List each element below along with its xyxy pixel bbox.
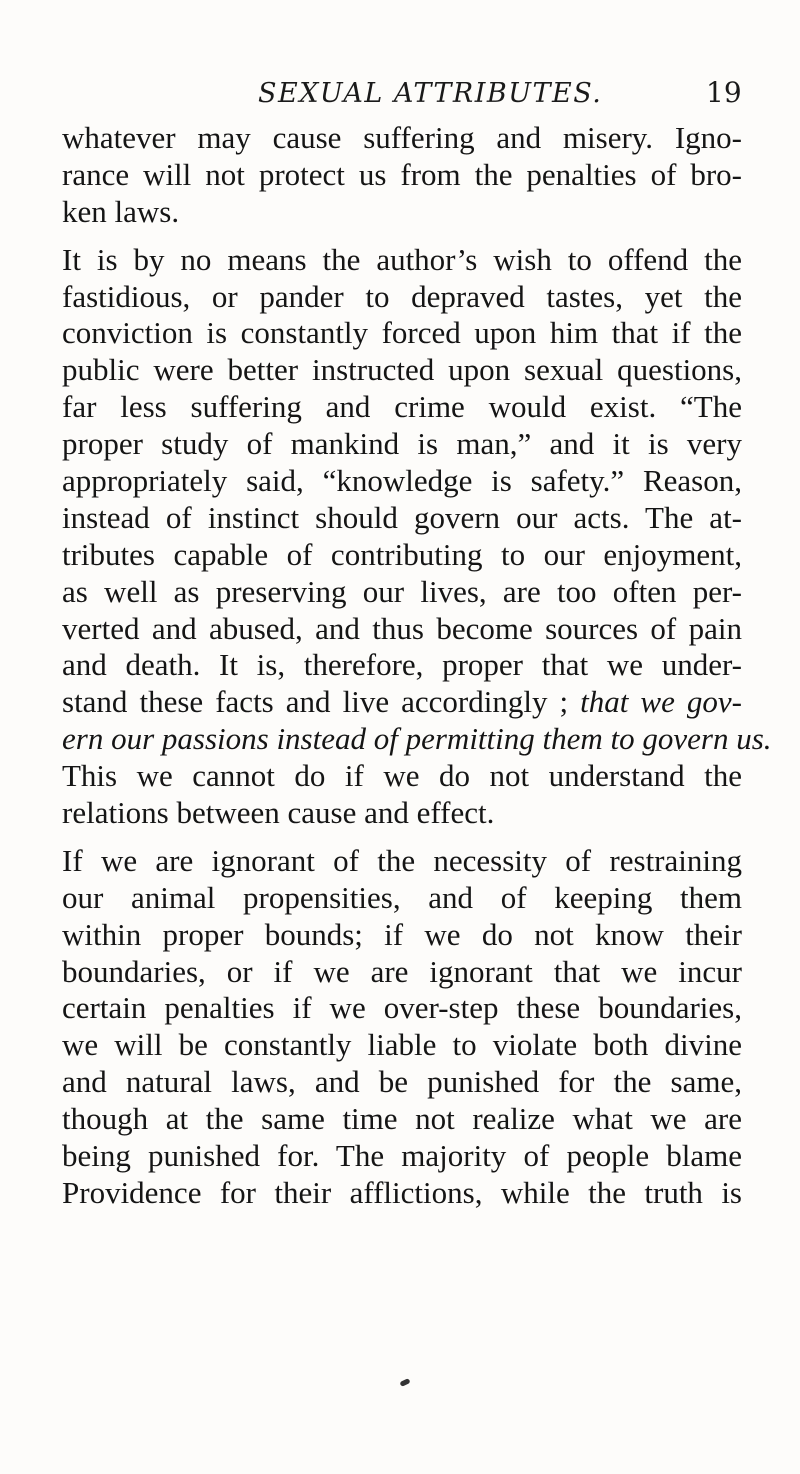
text-line: If we are ignorant of the necessity of restraining xyxy=(62,842,742,878)
text-line: our animal propensities, and of keeping them xyxy=(62,879,742,915)
text-line: appropriately said, “knowledge is safety.” Reason, xyxy=(62,463,742,499)
italic-segment: that we gov- xyxy=(580,684,742,720)
body-text xyxy=(62,120,772,1212)
text-line: conviction is constantly forced upon him that if the xyxy=(62,315,742,351)
text-line: as well as preserving our lives, are too often per- xyxy=(62,573,742,609)
text-line: instead of instinct should govern our acts. The at- xyxy=(62,499,742,535)
text-line: within proper bounds; if we do not know their xyxy=(62,916,742,952)
text-line: fastidious, or pander to depraved tastes, yet the xyxy=(62,278,742,314)
text-line: It is by no means the author’s wish to offend the xyxy=(62,241,742,277)
text-line: ken laws. xyxy=(62,193,180,229)
ink-mark xyxy=(399,1378,410,1387)
text-segment: stand these facts and live accordingly ; xyxy=(62,684,569,720)
text-line: tributes capable of contributing to our enjoyment, xyxy=(62,536,742,572)
text-line: Providence for their afflictions, while the truth is xyxy=(62,1174,742,1210)
text-line: proper study of mankind is man,” and it is very xyxy=(62,426,742,462)
paragraph xyxy=(62,843,742,1212)
paragraph xyxy=(62,241,772,832)
text-line: being punished for. The majority of people blame xyxy=(62,1138,742,1174)
paragraph xyxy=(62,120,742,231)
page-number: 19 xyxy=(706,76,742,109)
text-line: This we cannot do if we do not understand the xyxy=(62,758,742,794)
text-line: relations between cause and effect. xyxy=(62,795,495,831)
text-line: and natural laws, and be punished for the same, xyxy=(62,1064,742,1100)
text-line: whatever may cause suffering and misery. Igno- xyxy=(62,120,742,155)
text-line: certain penalties if we over-step these boundaries, xyxy=(62,990,742,1026)
text-line: public were better instructed upon sexual questions, xyxy=(62,352,742,388)
text-line: far less suffering and crime would exist. “The xyxy=(62,389,742,425)
text-line xyxy=(62,684,742,721)
italic-line: ern our passions instead of permitting them to govern us. xyxy=(62,721,772,757)
text-line: and death. It is, therefore, proper that we under- xyxy=(62,647,742,683)
text-line: we will be constantly liable to violate both divine xyxy=(62,1027,742,1063)
text-line: rance will not protect us from the penalties of bro- xyxy=(62,156,742,192)
text-line: though at the same time not realize what we are xyxy=(62,1101,742,1137)
running-head: SEXUAL ATTRIBUTES. xyxy=(258,78,603,109)
text-line: verted and abused, and thus become sources of pain xyxy=(62,610,742,646)
text-line: boundaries, or if we are ignorant that we incur xyxy=(62,953,742,989)
